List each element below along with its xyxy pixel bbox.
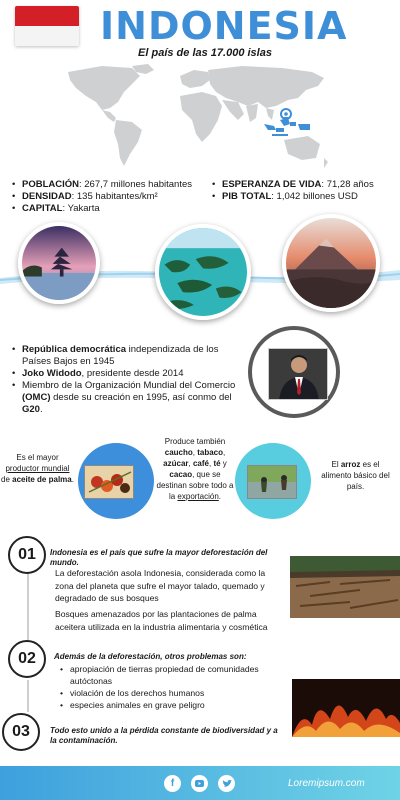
section-number-01: 01 (8, 536, 46, 574)
country-facts (12, 344, 240, 416)
stat-gdp: • PIB TOTAL: 1,042 billones USD (212, 191, 397, 203)
youtube-icon[interactable] (191, 775, 208, 792)
section-02-problems-list (58, 663, 280, 711)
indonesia-flag (15, 6, 79, 46)
world-map (62, 62, 334, 174)
footer-website[interactable]: Loremipsum.com (288, 778, 365, 789)
fact-president: • Joko Widodo, presidente desde 2014 (12, 368, 240, 380)
temple-photo (18, 222, 100, 304)
page-subtitle: El país de las 17.000 islas (138, 47, 272, 59)
section-01-para2: Bosques amenazados por las plantaciones de palma aceitera utilizada en la industria alimentaria y cosmética (55, 609, 268, 632)
twitter-icon[interactable] (218, 775, 235, 792)
timeline-line (27, 680, 29, 712)
section-02-title: Además de la deforestación, otros problemas son: (54, 652, 247, 661)
stats-left (12, 179, 212, 215)
facebook-icon[interactable]: f (164, 775, 181, 792)
timeline-line (27, 570, 29, 640)
rice-field-photo (247, 465, 297, 499)
fact-republic: • República democrática independizada de los Países Bajos en 1945 (12, 344, 240, 368)
problem-item: • especies animales en grave peligro (58, 699, 280, 711)
problem-item: • violación de los derechos humanos (58, 687, 280, 699)
fact-omc: • Miembro de la Organización Mundial del Comercio (OMC) desde su creación en 1995, así conmo del G20. (12, 380, 240, 416)
palm-oil-text: Es el mayor productor mundial de aceite de palma. (1, 453, 74, 484)
stat-life-expectancy: • ESPERANZA DE VIDA: 71,28 años (212, 179, 397, 191)
palm-fruit-photo (84, 465, 134, 499)
stat-density: • DENSIDAD: 135 habitantes/km² (12, 191, 212, 203)
section-number-03: 03 (2, 713, 40, 751)
islands-photo (155, 224, 251, 320)
section-number-02: 02 (8, 640, 46, 678)
crops-text: Produce también caucho, tabaco, azúcar, café, té y cacao, que se destinan sobre todo a la exportación. (156, 437, 234, 501)
president-portrait (268, 348, 328, 400)
section-01-para1: La deforestación asola Indonesia, considerada como la zona del planeta que sufre el mayor talado, quemado y degradado de sus bosques (55, 568, 266, 603)
forest-fire-photo (292, 679, 400, 737)
section-01-title: Indonesia es el país que sufre la mayor deforestación del mundo. (50, 548, 268, 567)
rice-text: El arroz es el alimento básico del país. (321, 460, 390, 491)
problem-item: • apropiación de tierras propiedad de comunidades autóctonas (58, 663, 280, 687)
stat-capital: • CAPITAL: Yakarta (12, 203, 212, 215)
deforestation-photo (290, 556, 400, 618)
section-03-title: Todo esto unido a la pérdida constante de biodiversidad y a la contaminación. (50, 726, 278, 745)
page-title: INDONESIA (100, 4, 348, 48)
stats-right (212, 179, 397, 203)
volcano-photo (282, 214, 380, 312)
stat-population: • POBLACIÓN: 267,7 millones habitantes (12, 179, 212, 191)
